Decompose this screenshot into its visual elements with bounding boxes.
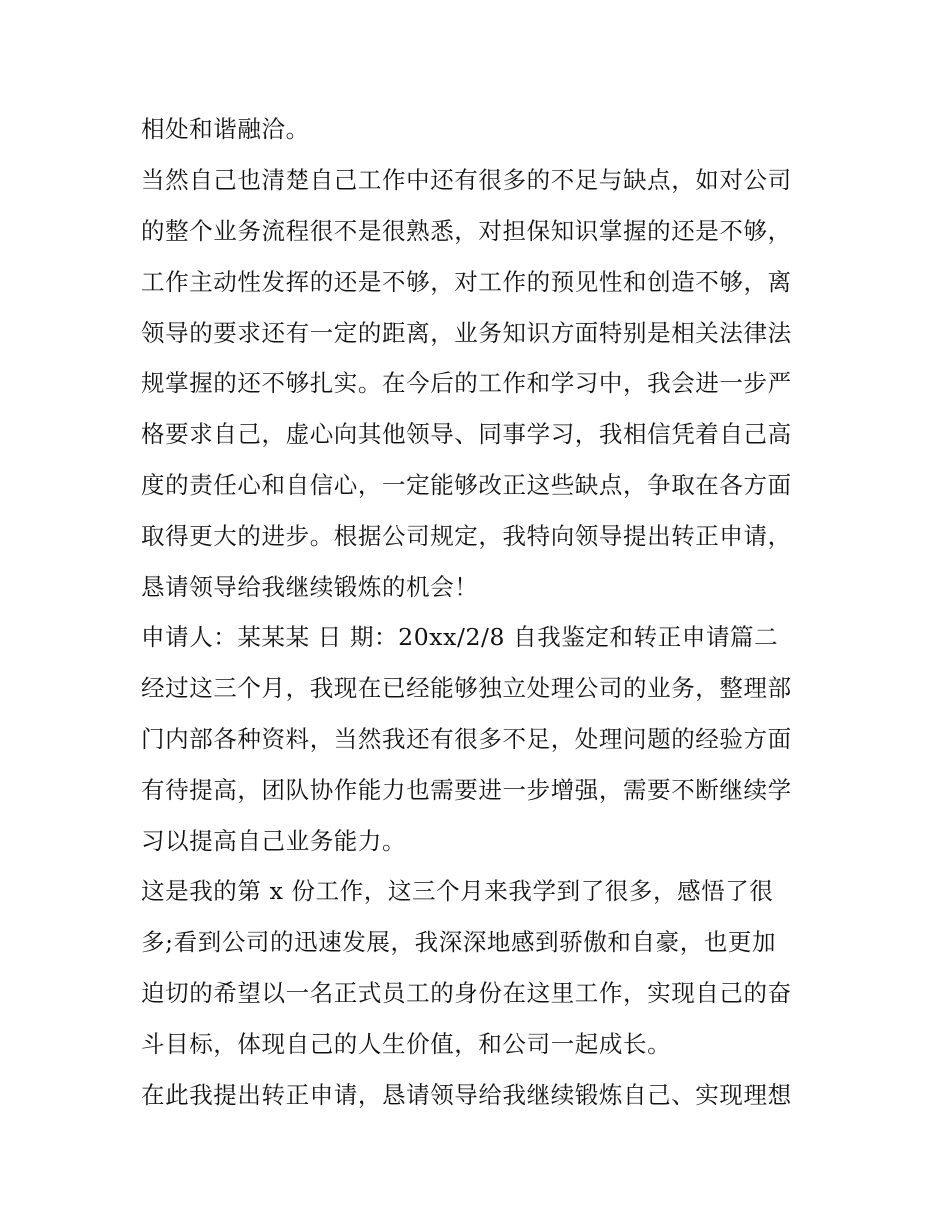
- text-line: 取得更大的进步。根据公司规定，我特向领导提出转正申请，: [141, 522, 792, 550]
- text-line: 习以提高自己业务能力。: [141, 827, 407, 855]
- text-line: 工作主动性发挥的还是不够，对工作的预见性和创造不够，离: [141, 268, 792, 296]
- text-line: 这是我的第 x 份工作，这三个月来我学到了很多，感悟了很: [141, 877, 774, 905]
- text-line: 门内部各种资料，当然我还有很多不足，处理问题的经验方面: [141, 725, 792, 753]
- text-line: 经过这三个月，我现在已经能够独立处理公司的业务，整理部: [141, 674, 792, 702]
- text-line: 申请人：某某某 日 期：20xx/2/8 自我鉴定和转正申请篇二: [141, 623, 779, 651]
- text-line: 多;看到公司的迅速发展，我深深地感到骄傲和自豪，也更加: [141, 928, 777, 956]
- text-line: 当然自己也清楚自己工作中还有很多的不足与缺点，如对公司: [141, 166, 792, 194]
- text-line: 规掌握的还不够扎实。在今后的工作和学习中，我会进一步严: [141, 369, 792, 397]
- text-line: 的整个业务流程很不是很熟悉，对担保知识掌握的还是不够，: [141, 217, 792, 245]
- text-line: 迫切的希望以一名正式员工的身份在这里工作，实现自己的奋: [141, 979, 792, 1007]
- text-line: 恳请领导给我继续锻炼的机会！: [141, 573, 479, 601]
- text-line: 度的责任心和自信心，一定能够改正这些缺点，争取在各方面: [141, 471, 792, 499]
- text-line: 斗目标，体现自己的人生价值，和公司一起成长。: [141, 1030, 672, 1058]
- text-line: 相处和谐融洽。: [141, 115, 310, 143]
- text-line: 格要求自己，虚心向其他领导、同事学习，我相信凭着自己高: [141, 420, 792, 448]
- text-line: 在此我提出转正申请，恳请领导给我继续锻炼自己、实现理想: [141, 1081, 792, 1109]
- text-line: 有待提高，团队协作能力也需要进一步增强，需要不断继续学: [141, 776, 792, 804]
- text-line: 领导的要求还有一定的距离，业务知识方面特别是相关法律法: [141, 319, 792, 347]
